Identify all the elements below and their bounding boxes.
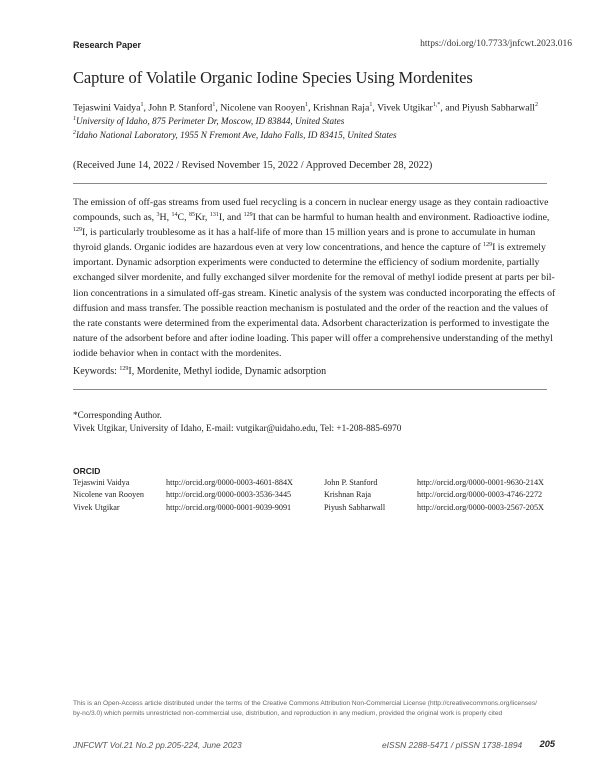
orcid-link[interactable]: http://orcid.org/0000-0003-4601-884X: [166, 478, 293, 487]
orcid-link[interactable]: http://orcid.org/0000-0001-9630-214X: [417, 478, 544, 487]
abstract-line: [73, 210, 551, 225]
orcid-author-name: Tejaswini Vaidya: [73, 478, 130, 487]
orcid-link[interactable]: http://orcid.org/0000-0003-2567-205X: [417, 502, 544, 512]
abstract-line: [73, 225, 551, 240]
isotope-mass-number: 129: [73, 227, 82, 234]
abstract-line: exchanged silver mordenite, and fully exchanged silver mordenite for the removal of methyl iodide present at parts per bil-: [73, 272, 555, 284]
affiliation-text: Idaho National Laboratory, 1955 N Fremont Ave, Idaho Falls, ID 83415, United States: [76, 130, 397, 141]
author-name: Tejaswini Vaidya: [73, 102, 141, 114]
isotope-mass-number: 129: [119, 366, 129, 372]
divider: [73, 183, 547, 184]
orcid-link[interactable]: http://orcid.org/0000-0003-3536-3445: [166, 490, 292, 500]
abstract: [73, 195, 556, 361]
author-affiliation-mark: 2: [535, 102, 539, 108]
orcid-author-name: Nicolene van Rooyen: [73, 490, 144, 500]
article-type-label: Research Paper: [73, 40, 142, 50]
corresponding-author-label: *Corresponding Author.: [73, 410, 162, 420]
author-list: Tejaswini Vaidya$^1$, John P. Stanford$^1$, Nicolene van Rooyen$^1$, Krishnan Raja$^1$, Vivek Utgikar$^{1,*}$, and Piyush Sabharwall$^2$: [73, 102, 539, 114]
abstract-text: I that can be harmful to human health and environment. Radioactive iodine,: [252, 212, 550, 224]
article-title: Capture of Volatile Organic Iodine Species Using Mordenites: [73, 68, 473, 87]
abstract-line: important. Dynamic adsorption experiments were conducted to determine the efficiency of sodium mordenite, partially: [73, 257, 540, 269]
abstract-text: H,: [159, 212, 172, 224]
license-line: by-nc/3.0) which permits unrestricted non-commercial use, distribution, and reproduction in any medium, provided the original work is properly cited: [73, 710, 503, 718]
isotope-mass-number: 85: [188, 212, 195, 219]
orcid-link[interactable]: http://orcid.org/0000-0001-9039-9091: [166, 502, 292, 512]
abstract-line: The emission of off-gas streams from used fuel recycling is a concern in nuclear energy usage as they contain radioactive: [73, 197, 549, 208]
orcid-author-name: Vivek Utgikar: [73, 502, 120, 512]
abstract-line: the rate constants were determined from the experimental data. Adsorbent characterization is performed to investigate the: [73, 317, 550, 329]
corresponding-author: [73, 409, 401, 434]
affiliation-1: [73, 116, 344, 126]
issn-info: eISSN 2288-5471 / pISSN 1738-1894: [382, 740, 523, 750]
author-conjunction: and: [445, 102, 460, 114]
affiliation-mark: 1: [73, 116, 76, 122]
orcid-heading: ORCID: [73, 466, 101, 476]
abstract-line: [73, 240, 551, 255]
abstract-line: iodide behavior when in contact with the mordenites.: [73, 347, 282, 359]
author-affiliation-mark: 1: [305, 102, 309, 108]
license-line: This is an Open-Access article distributed under the terms of the Creative Commons Attribution Non-Commercial License (http://creativecommons.org/licenses/: [73, 700, 537, 707]
affiliation-mark: 2: [73, 130, 76, 136]
affiliation-2: [73, 130, 397, 140]
isotope-mass-number: 129: [483, 242, 493, 249]
abstract-text: I, and: [218, 212, 244, 224]
doi-link[interactable]: https://doi.org/10.7733/jnfcwt.2023.016: [420, 39, 572, 49]
author-name: Vivek Utgikar: [377, 102, 433, 114]
journal-citation: JNFCWT Vol.21 No.2 pp.205-224, June 2023: [73, 740, 242, 750]
author-name: Piyush Sabharwall: [461, 102, 536, 114]
orcid-link[interactable]: http://orcid.org/0000-0003-4746-2272: [417, 490, 543, 500]
isotope-mass-number: 129: [243, 212, 253, 219]
isotope-mass-number: 3: [156, 212, 160, 219]
license-notice: [73, 699, 553, 719]
abstract-text: compounds, such as,: [73, 212, 157, 224]
abstract-text: I is extremely: [492, 242, 546, 254]
author-name: Krishnan Raja: [313, 102, 370, 114]
abstract-text: I, is particularly troublesome as it has a half-life of more than 15 million years and is prone to accumulate in human: [82, 227, 536, 239]
keywords-label: Keywords:: [73, 366, 120, 377]
abstract-text: Kr,: [194, 212, 210, 224]
author-name: John P. Stanford: [148, 102, 213, 114]
author-affiliation-mark: 1: [212, 102, 216, 108]
isotope-mass-number: 14: [171, 212, 178, 219]
isotope-mass-number: 131: [209, 212, 219, 219]
abstract-line: lion concentrations in a simulated off-gas stream. Kinetic analysis of the system was conducted incorporating the effects of: [73, 287, 556, 299]
corresponding-author-detail: Vivek Utgikar, University of Idaho, E-mail: vutgikar@uidaho.edu, Tel: +1-208-885-6970: [73, 422, 402, 433]
orcid-author-name: Krishnan Raja: [324, 490, 372, 500]
divider: [73, 389, 547, 390]
author-affiliation-mark: 1,*: [432, 102, 441, 108]
keywords: [73, 366, 326, 377]
author-affiliation-mark: 1: [369, 102, 373, 108]
page-number: 205: [539, 739, 555, 749]
orcid-author-name: Piyush Sabharwall: [324, 502, 386, 512]
author-name: Nicolene van Rooyen: [220, 102, 306, 114]
abstract-line: diffusion and mass transfer. The possible reaction mechanism is postulated and the order of the reaction and the values of: [73, 302, 549, 314]
keywords-text: I, Mordenite, Methyl iodide, Dynamic adsorption: [128, 366, 327, 377]
abstract-line: nature of the adsorbent before and after iodine loading. This paper will offer a comprehensive understanding of the methyl: [73, 332, 553, 344]
received-dates: (Received June 14, 2022 / Revised November 15, 2022 / Approved December 28, 2022): [73, 160, 433, 171]
affiliation-text: University of Idaho, 875 Perimeter Dr, Moscow, ID 83844, United States: [76, 116, 345, 127]
abstract-text: C,: [177, 212, 189, 224]
abstract-text: thyroid glands. Organic iodides are hazardous even at very low concentrations, and hence the capture of: [73, 242, 484, 254]
author-affiliation-mark: 1: [140, 102, 144, 108]
orcid-author-name: John P. Stanford: [324, 478, 378, 487]
